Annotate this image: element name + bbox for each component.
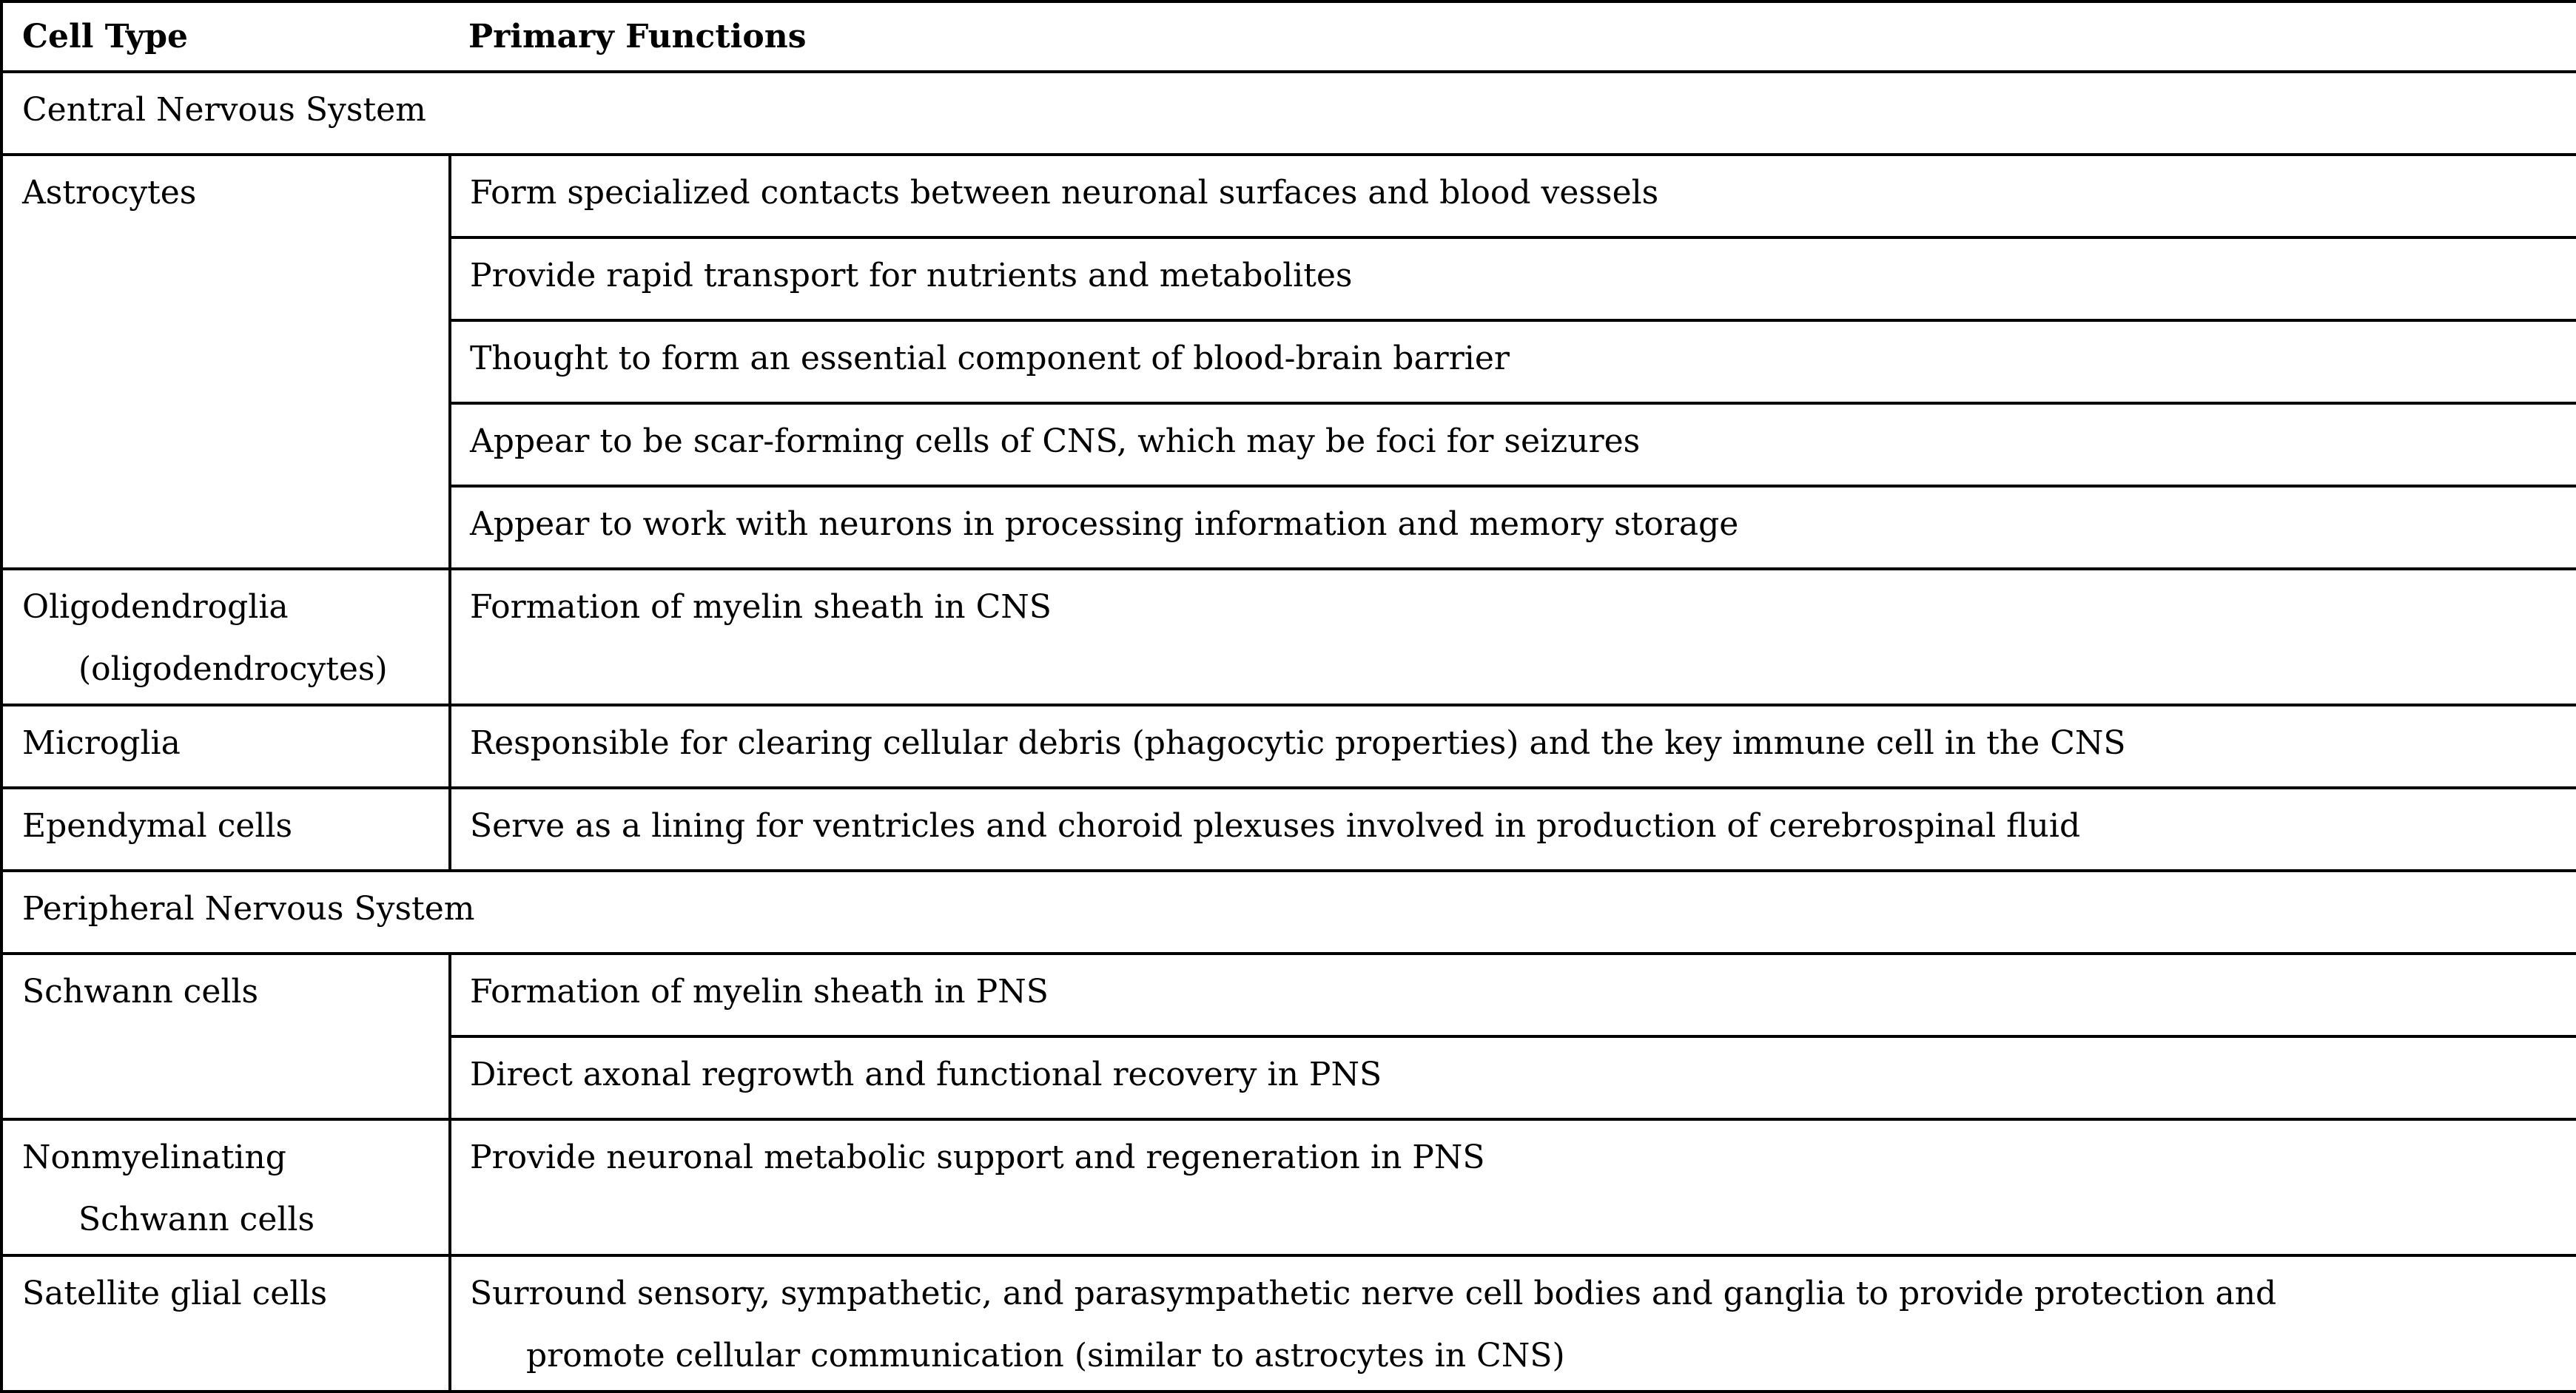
function-cell: Responsible for clearing cellular debris (phagocytic properties) and the key immune cell in the CNS	[450, 705, 2576, 788]
function-cell: Appear to be scar-forming cells of CNS, which may be foci for seizures	[450, 403, 2576, 486]
function-cell: Provide neuronal metabolic support and regeneration in PNS	[450, 1119, 2576, 1255]
function-cell: Appear to work with neurons in processing information and memory storage	[450, 486, 2576, 569]
table-row-microglia	[1, 705, 2576, 788]
section-row-cns	[1, 72, 2576, 155]
section-row-pns	[1, 871, 2576, 954]
cell-type-line1: Nonmyelinating	[22, 1139, 286, 1176]
section-title-cns: Central Nervous System	[1, 72, 2576, 155]
cell-type-line2: (oligodendrocytes)	[78, 650, 388, 688]
function-cell: Formation of myelin sheath in PNS	[450, 954, 2576, 1036]
function-cell: Thought to form an essential component of blood-brain barrier	[450, 320, 2576, 403]
header-cell-type: Cell Type	[1, 1, 450, 72]
table-row-nonmyelinating	[1, 1119, 2576, 1255]
cell-type-astrocytes: Astrocytes	[1, 155, 450, 569]
function-line1: Surround sensory, sympathetic, and parasympathetic nerve cell bodies and ganglia to provide protection and	[470, 1275, 2277, 1312]
cell-type-schwann: Schwann cells	[1, 954, 450, 1119]
cell-type-line2: Schwann cells	[78, 1201, 315, 1238]
table-row-schwann	[1, 954, 2576, 1036]
function-cell: Formation of myelin sheath in CNS	[450, 569, 2576, 705]
table-row-astrocytes	[1, 155, 2576, 237]
cell-type-oligodendroglia	[1, 569, 450, 705]
section-title-pns: Peripheral Nervous System	[1, 871, 2576, 954]
cell-type-microglia: Microglia	[1, 705, 450, 788]
function-cell: Direct axonal regrowth and functional recovery in PNS	[450, 1036, 2576, 1119]
header-primary-functions: Primary Functions	[450, 1, 2576, 72]
header-row	[1, 1, 2576, 72]
table-row-satellite	[1, 1255, 2576, 1392]
function-cell: Form specialized contacts between neuronal surfaces and blood vessels	[450, 155, 2576, 237]
cell-type-line1: Oligodendroglia	[22, 588, 289, 626]
cell-type-satellite: Satellite glial cells	[1, 1255, 450, 1392]
function-cell	[450, 1255, 2576, 1392]
cell-type-nonmyelinating	[1, 1119, 450, 1255]
function-cell: Serve as a lining for ventricles and choroid plexuses involved in production of cerebrospinal fluid	[450, 788, 2576, 871]
table-row-ependymal	[1, 788, 2576, 871]
function-line2: promote cellular communication (similar to astrocytes in CNS)	[526, 1337, 1565, 1375]
cell-type-ependymal: Ependymal cells	[1, 788, 450, 871]
function-cell: Provide rapid transport for nutrients and metabolites	[450, 237, 2576, 320]
table-row-oligodendroglia	[1, 569, 2576, 705]
